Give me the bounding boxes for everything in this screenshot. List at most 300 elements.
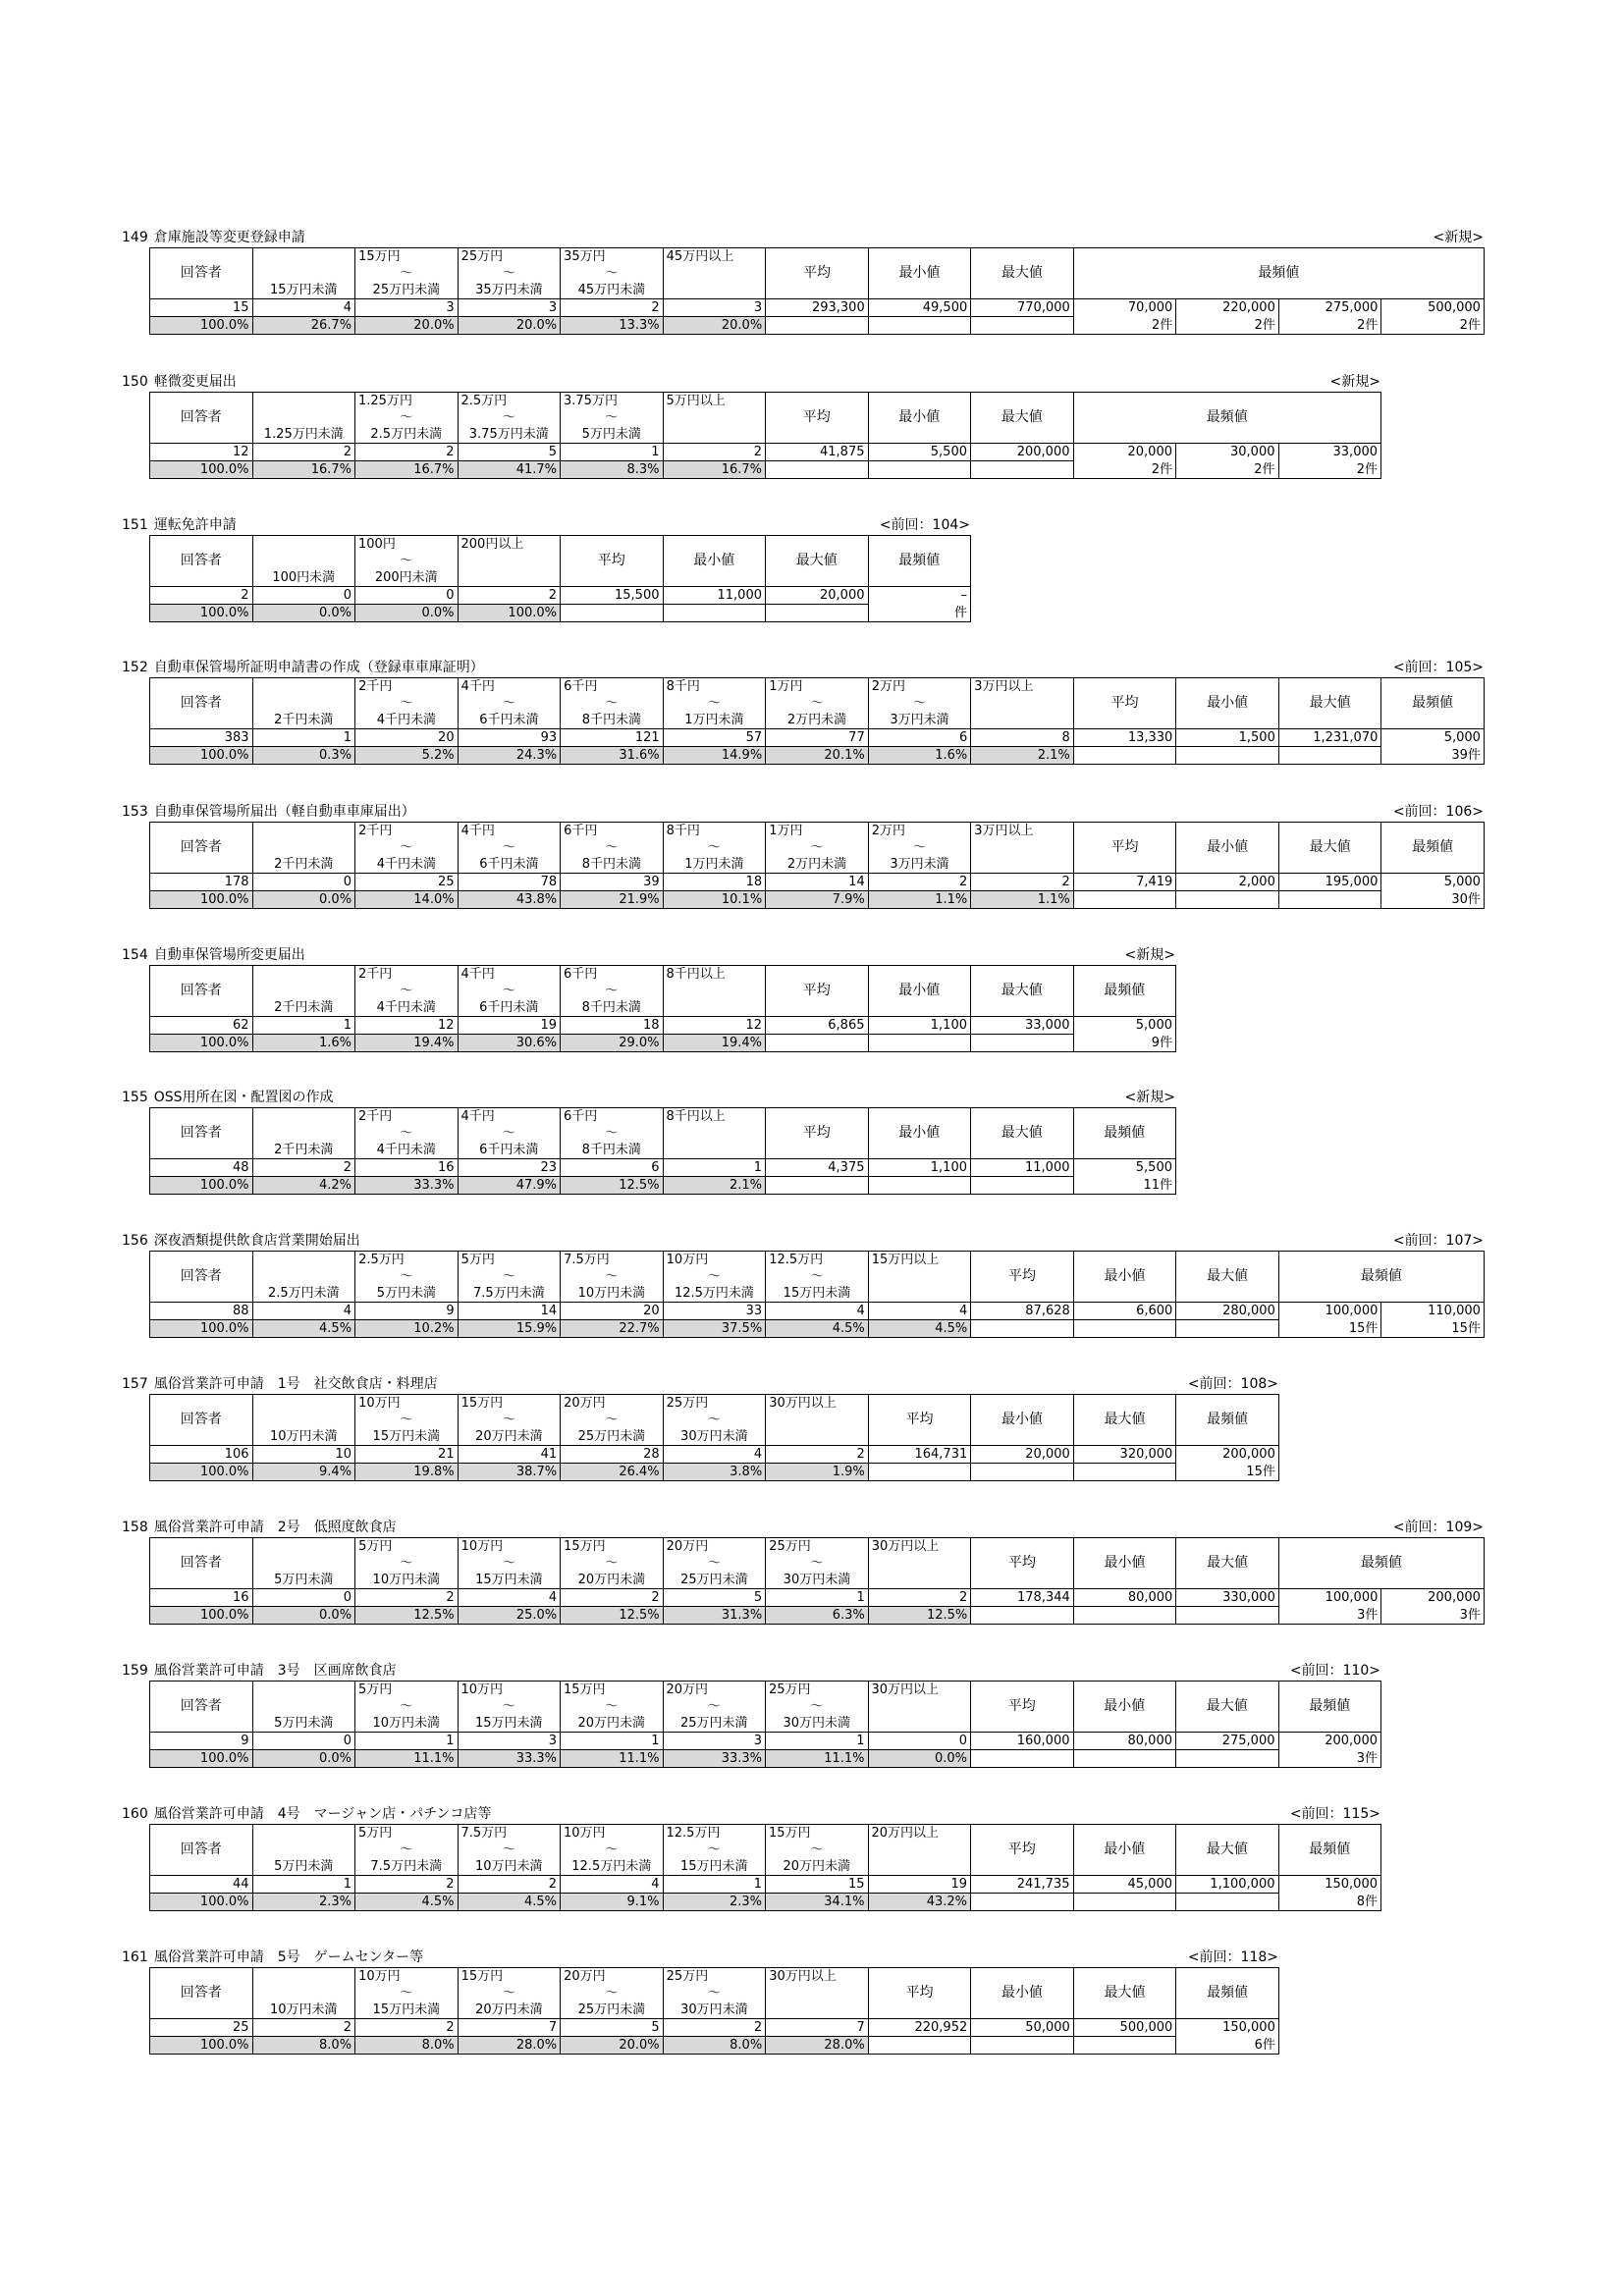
bin-to: 8千円未満 bbox=[561, 1142, 664, 1159]
counts-row bbox=[150, 874, 1485, 891]
bin-from: 15万円以上 bbox=[868, 1252, 971, 1269]
bin-percent: 30.6% bbox=[458, 1035, 561, 1052]
bin-count: 1 bbox=[766, 1589, 869, 1607]
bin-tilde: 〜 bbox=[561, 1985, 664, 2002]
bin-percent: 43.2% bbox=[868, 1894, 971, 1911]
min-value: 49,500 bbox=[868, 299, 971, 317]
section-title: 軽微変更届出 bbox=[153, 374, 237, 390]
bin-percent: 0.3% bbox=[252, 747, 355, 765]
bin-to bbox=[766, 1428, 869, 1446]
bin-to: 15万円未満 bbox=[663, 1858, 766, 1876]
bin-tilde: 〜 bbox=[458, 1842, 561, 1858]
bin-from bbox=[252, 1682, 355, 1699]
mode-header: 最頻値 bbox=[1278, 1538, 1484, 1589]
min-value: 2,000 bbox=[1176, 874, 1279, 891]
mode-header: 最頻値 bbox=[1278, 1682, 1381, 1733]
min-header: 最小値 bbox=[1073, 1538, 1176, 1589]
section-header bbox=[122, 945, 1175, 965]
bin-tilde: 〜 bbox=[458, 1412, 561, 1428]
bin-to: 8千円未満 bbox=[561, 999, 664, 1017]
bin-percent: 2.3% bbox=[252, 1894, 355, 1911]
section-header bbox=[122, 228, 1484, 247]
bin-to: 30万円未満 bbox=[766, 1715, 869, 1733]
bin-from: 3.75万円 bbox=[561, 393, 664, 410]
bin-percent: 7.9% bbox=[766, 891, 869, 909]
section-number: 155 bbox=[122, 1090, 148, 1105]
bin-to: 15万円未満 bbox=[458, 1572, 561, 1589]
bin-from: 10万円 bbox=[458, 1682, 561, 1699]
bin-count: 20 bbox=[561, 1303, 664, 1320]
bin-from bbox=[252, 536, 355, 554]
total-percent: 100.0% bbox=[150, 1750, 253, 1768]
average-value: 220,952 bbox=[868, 2019, 971, 2037]
bin-to bbox=[663, 999, 766, 1017]
bin-from: 15万円 bbox=[766, 1825, 869, 1842]
mode-value: 500,000 bbox=[1381, 299, 1485, 317]
section-154 bbox=[122, 945, 1176, 1052]
respondents-header: 回答者 bbox=[150, 678, 253, 729]
respondents-header: 回答者 bbox=[150, 248, 253, 299]
max-value: 330,000 bbox=[1176, 1589, 1279, 1607]
bin-percent: 0.0% bbox=[355, 605, 459, 622]
bin-count: 0 bbox=[252, 1589, 355, 1607]
counts-row bbox=[150, 2019, 1279, 2037]
average-value: 7,419 bbox=[1073, 874, 1176, 891]
bin-from: 10万円 bbox=[458, 1538, 561, 1556]
bin-from: 20万円 bbox=[561, 1395, 664, 1413]
min-value: 50,000 bbox=[971, 2019, 1074, 2037]
bin-tilde: 〜 bbox=[355, 695, 459, 712]
blank-cell bbox=[868, 1035, 971, 1052]
bin-percent: 37.5% bbox=[663, 1320, 766, 1338]
bin-tilde bbox=[971, 839, 1074, 856]
bin-count: 7 bbox=[458, 2019, 561, 2037]
bin-tilde: 〜 bbox=[663, 1555, 766, 1572]
section-tag: <新規> bbox=[1433, 230, 1484, 245]
bin-percent: 3.8% bbox=[663, 1464, 766, 1481]
bin-from bbox=[252, 823, 355, 840]
section-number: 154 bbox=[122, 947, 148, 963]
counts-row bbox=[150, 444, 1381, 461]
bin-count: 6 bbox=[868, 729, 971, 747]
mode-header: 最頻値 bbox=[1278, 1825, 1381, 1876]
min-header: 最小値 bbox=[971, 1395, 1074, 1446]
bin-from: 5万円以上 bbox=[663, 393, 766, 410]
min-value: 1,500 bbox=[1176, 729, 1279, 747]
bin-percent: 1.6% bbox=[252, 1035, 355, 1052]
bin-tilde: 〜 bbox=[458, 1268, 561, 1285]
bin-to: 3万円未満 bbox=[868, 856, 971, 874]
bin-percent: 14.9% bbox=[663, 747, 766, 765]
bin-from: 7.5万円 bbox=[561, 1252, 664, 1269]
bin-to: 15万円未満 bbox=[458, 1715, 561, 1733]
bin-count: 2 bbox=[355, 1876, 459, 1894]
bin-from: 8千円以上 bbox=[663, 966, 766, 984]
bin-to: 4千円未満 bbox=[355, 1142, 459, 1159]
blank-cell bbox=[971, 461, 1074, 479]
average-value: 15,500 bbox=[561, 587, 664, 605]
mode-count: 39件 bbox=[1381, 747, 1485, 765]
counts-row bbox=[150, 299, 1485, 317]
average-value: 160,000 bbox=[971, 1733, 1074, 1750]
blank-cell bbox=[1176, 1750, 1279, 1768]
total-count: 44 bbox=[150, 1876, 253, 1894]
bin-percent: 20.0% bbox=[663, 317, 766, 335]
bin-percent: 14.0% bbox=[355, 891, 459, 909]
section-header bbox=[122, 1661, 1380, 1681]
min-value: 1,100 bbox=[868, 1159, 971, 1177]
total-percent: 100.0% bbox=[150, 1035, 253, 1052]
mode-header: 最頻値 bbox=[1073, 248, 1484, 299]
bin-percent: 19.4% bbox=[355, 1035, 459, 1052]
bin-tilde bbox=[868, 1555, 971, 1572]
bin-tilde: 〜 bbox=[561, 839, 664, 856]
bin-from: 2.5万円 bbox=[458, 393, 561, 410]
bin-from: 5万円 bbox=[355, 1538, 459, 1556]
mode-value: 70,000 bbox=[1073, 299, 1176, 317]
bin-from: 1万円 bbox=[766, 823, 869, 840]
bin-tilde bbox=[766, 1985, 869, 2002]
bin-to: 6千円未満 bbox=[458, 1142, 561, 1159]
bin-tilde: 〜 bbox=[355, 1268, 459, 1285]
percent-row bbox=[150, 461, 1381, 479]
section-160 bbox=[122, 1804, 1381, 1911]
section-158 bbox=[122, 1518, 1485, 1625]
bin-percent: 29.0% bbox=[561, 1035, 664, 1052]
bin-count: 2 bbox=[355, 2019, 459, 2037]
bin-tilde bbox=[868, 1842, 971, 1858]
respondents-header: 回答者 bbox=[150, 966, 253, 1017]
bin-percent: 43.8% bbox=[458, 891, 561, 909]
bin-count: 2 bbox=[766, 1446, 869, 1464]
bin-from: 10万円 bbox=[561, 1825, 664, 1842]
max-header: 最大値 bbox=[1176, 1538, 1279, 1589]
bin-percent: 0.0% bbox=[252, 605, 355, 622]
blank-cell bbox=[1073, 891, 1176, 909]
mode-header: 最頻値 bbox=[1073, 393, 1381, 444]
bin-percent: 6.3% bbox=[766, 1607, 869, 1625]
bin-count: 0 bbox=[868, 1733, 971, 1750]
bin-count: 6 bbox=[561, 1159, 664, 1177]
bin-tilde: 〜 bbox=[663, 1698, 766, 1715]
blank-cell bbox=[868, 461, 971, 479]
bin-percent: 12.5% bbox=[355, 1607, 459, 1625]
bin-to: 25万円未満 bbox=[663, 1715, 766, 1733]
mode-count: 3件 bbox=[1278, 1750, 1381, 1768]
section-159 bbox=[122, 1661, 1381, 1768]
bin-from: 45万円以上 bbox=[663, 248, 766, 266]
blank-cell bbox=[971, 1464, 1074, 1481]
bin-to: 10万円未満 bbox=[252, 2002, 355, 2019]
bin-count: 78 bbox=[458, 874, 561, 891]
section-title: 風俗営業許可申請 1号 社交飲食店・料理店 bbox=[153, 1376, 438, 1392]
blank-cell bbox=[663, 605, 766, 622]
bin-from bbox=[252, 1825, 355, 1842]
blank-cell bbox=[868, 1464, 971, 1481]
section-number: 159 bbox=[122, 1663, 148, 1679]
bin-count: 8 bbox=[971, 729, 1074, 747]
bin-tilde bbox=[663, 1125, 766, 1142]
bin-count: 5 bbox=[663, 1589, 766, 1607]
bin-count: 2 bbox=[252, 2019, 355, 2037]
section-161 bbox=[122, 1948, 1279, 2055]
bin-tilde: 〜 bbox=[458, 1555, 561, 1572]
bin-to: 2千円未満 bbox=[252, 999, 355, 1017]
section-tag: <新規> bbox=[1329, 374, 1380, 390]
bin-tilde: 〜 bbox=[663, 839, 766, 856]
section-title: 自動車保管場所変更届出 bbox=[153, 947, 305, 963]
bin-to: 30万円未満 bbox=[663, 1428, 766, 1446]
bin-count: 0 bbox=[252, 587, 355, 605]
bin-to: 4千円未満 bbox=[355, 999, 459, 1017]
bin-from: 10万円 bbox=[663, 1252, 766, 1269]
min-value: 11,000 bbox=[663, 587, 766, 605]
blank-cell bbox=[868, 1177, 971, 1195]
bin-tilde: 〜 bbox=[766, 839, 869, 856]
bin-to: 35万円未満 bbox=[458, 282, 561, 299]
total-count: 88 bbox=[150, 1303, 253, 1320]
average-header: 平均 bbox=[766, 966, 869, 1017]
bin-from: 15万円 bbox=[561, 1682, 664, 1699]
min-header: 最小値 bbox=[1073, 1682, 1176, 1733]
respondents-header: 回答者 bbox=[150, 536, 253, 587]
bin-percent: 8.3% bbox=[561, 461, 664, 479]
mode-header: 最頻値 bbox=[1381, 678, 1485, 729]
bin-from: 20万円 bbox=[663, 1538, 766, 1556]
bin-count: 1 bbox=[561, 444, 664, 461]
bin-count: 2 bbox=[663, 444, 766, 461]
bin-from: 15万円 bbox=[458, 1395, 561, 1413]
max-value: 275,000 bbox=[1176, 1733, 1279, 1750]
bin-to: 2.5万円未満 bbox=[355, 426, 459, 444]
bin-to: 2万円未満 bbox=[766, 712, 869, 729]
bin-count: 3 bbox=[458, 1733, 561, 1750]
blank-cell bbox=[971, 2037, 1074, 2055]
bin-percent: 11.1% bbox=[766, 1750, 869, 1768]
total-percent: 100.0% bbox=[150, 1607, 253, 1625]
bin-percent: 20.0% bbox=[355, 317, 459, 335]
bin-to bbox=[663, 282, 766, 299]
bin-from: 15万円 bbox=[561, 1538, 664, 1556]
bin-to bbox=[868, 1858, 971, 1876]
min-value: 45,000 bbox=[1073, 1876, 1176, 1894]
bin-to bbox=[971, 712, 1074, 729]
bin-count: 39 bbox=[561, 874, 664, 891]
bin-to: 12.5万円未満 bbox=[663, 1285, 766, 1303]
max-header: 最大値 bbox=[971, 248, 1074, 299]
bin-from: 4千円 bbox=[458, 678, 561, 696]
bin-tilde: 〜 bbox=[766, 1698, 869, 1715]
stats-table bbox=[149, 1967, 1279, 2055]
bin-percent: 22.7% bbox=[561, 1320, 664, 1338]
bin-from: 7.5万円 bbox=[458, 1825, 561, 1842]
average-value: 41,875 bbox=[766, 444, 869, 461]
total-percent: 100.0% bbox=[150, 1177, 253, 1195]
percent-row bbox=[150, 2037, 1279, 2055]
section-153 bbox=[122, 802, 1485, 909]
bin-tilde: 〜 bbox=[355, 1842, 459, 1858]
bin-to: 30万円未満 bbox=[766, 1572, 869, 1589]
total-count: 2 bbox=[150, 587, 253, 605]
bin-tilde: 〜 bbox=[561, 265, 664, 282]
mode-count: 15件 bbox=[1381, 1320, 1485, 1338]
bin-tilde: 〜 bbox=[355, 839, 459, 856]
mode-value: 5,000 bbox=[1381, 729, 1485, 747]
mode-header: 最頻値 bbox=[1278, 1252, 1484, 1303]
section-header bbox=[122, 1374, 1278, 1394]
mode-value: 30,000 bbox=[1176, 444, 1279, 461]
bin-percent: 9.1% bbox=[561, 1894, 664, 1911]
bin-to: 30万円未満 bbox=[663, 2002, 766, 2019]
bin-count: 2 bbox=[561, 1589, 664, 1607]
bin-from: 2千円 bbox=[355, 966, 459, 984]
bin-from: 20万円 bbox=[561, 1968, 664, 1986]
bin-from: 10万円 bbox=[355, 1395, 459, 1413]
bin-count: 121 bbox=[561, 729, 664, 747]
max-header: 最大値 bbox=[1073, 1395, 1176, 1446]
bin-percent: 20.0% bbox=[561, 2037, 664, 2055]
section-title: 風俗営業許可申請 3号 区画席飲食店 bbox=[153, 1663, 397, 1679]
average-value: 164,731 bbox=[868, 1446, 971, 1464]
bin-percent: 12.5% bbox=[561, 1607, 664, 1625]
bin-percent: 2.1% bbox=[971, 747, 1074, 765]
mode-count: 15件 bbox=[1176, 1464, 1279, 1481]
average-header: 平均 bbox=[868, 1968, 971, 2019]
average-value: 13,330 bbox=[1073, 729, 1176, 747]
bin-from: 2万円 bbox=[868, 823, 971, 840]
bin-tilde bbox=[252, 409, 355, 426]
bin-percent: 100.0% bbox=[458, 605, 561, 622]
bin-from: 2万円 bbox=[868, 678, 971, 696]
percent-row bbox=[150, 605, 971, 622]
respondents-header: 回答者 bbox=[150, 1538, 253, 1589]
mode-count: 6件 bbox=[1176, 2037, 1279, 2055]
bin-percent: 10.2% bbox=[355, 1320, 459, 1338]
percent-row bbox=[150, 1464, 1279, 1481]
bin-percent: 1.9% bbox=[766, 1464, 869, 1481]
blank-cell bbox=[1176, 747, 1279, 765]
counts-row bbox=[150, 1446, 1279, 1464]
mode-count: 11件 bbox=[1073, 1177, 1176, 1195]
bin-count: 2 bbox=[868, 874, 971, 891]
bin-percent: 12.5% bbox=[868, 1607, 971, 1625]
bin-count: 7 bbox=[766, 2019, 869, 2037]
bin-from: 25万円 bbox=[663, 1968, 766, 1986]
bin-from: 4千円 bbox=[458, 966, 561, 984]
bin-count: 14 bbox=[458, 1303, 561, 1320]
min-header: 最小値 bbox=[1073, 1825, 1176, 1876]
section-149 bbox=[122, 228, 1485, 335]
bin-count: 77 bbox=[766, 729, 869, 747]
max-value: 200,000 bbox=[971, 444, 1074, 461]
blank-cell bbox=[766, 1035, 869, 1052]
bin-tilde: 〜 bbox=[458, 695, 561, 712]
section-title: OSS用所在図・配置図の作成 bbox=[153, 1090, 334, 1105]
bin-tilde bbox=[252, 1125, 355, 1142]
blank-cell bbox=[1073, 1320, 1176, 1338]
bin-tilde: 〜 bbox=[663, 1842, 766, 1858]
max-value: 195,000 bbox=[1278, 874, 1381, 891]
bin-percent: 16.7% bbox=[355, 461, 459, 479]
min-header: 最小値 bbox=[868, 966, 971, 1017]
bin-percent: 9.4% bbox=[252, 1464, 355, 1481]
average-header: 平均 bbox=[766, 393, 869, 444]
total-count: 16 bbox=[150, 1589, 253, 1607]
bin-tilde bbox=[252, 695, 355, 712]
total-count: 12 bbox=[150, 444, 253, 461]
bin-percent: 12.5% bbox=[561, 1177, 664, 1195]
bin-to: 15万円未満 bbox=[355, 1428, 459, 1446]
bin-tilde bbox=[252, 1842, 355, 1858]
min-header: 最小値 bbox=[868, 248, 971, 299]
max-value: 1,231,070 bbox=[1278, 729, 1381, 747]
bin-count: 25 bbox=[355, 874, 459, 891]
mode-count: 2件 bbox=[1073, 317, 1176, 335]
mode-value: 200,000 bbox=[1176, 1446, 1279, 1464]
section-header bbox=[122, 1804, 1380, 1824]
bin-percent: 38.7% bbox=[458, 1464, 561, 1481]
bin-percent: 4.5% bbox=[355, 1894, 459, 1911]
bin-percent: 31.6% bbox=[561, 747, 664, 765]
min-value: 80,000 bbox=[1073, 1733, 1176, 1750]
bin-tilde: 〜 bbox=[355, 1698, 459, 1715]
blank-cell bbox=[1073, 1750, 1176, 1768]
bin-to: 5万円未満 bbox=[561, 426, 664, 444]
average-header: 平均 bbox=[1073, 823, 1176, 874]
bin-tilde: 〜 bbox=[355, 1125, 459, 1142]
stats-table bbox=[149, 822, 1485, 909]
section-tag: <前回：115> bbox=[1289, 1806, 1380, 1822]
bin-count: 12 bbox=[663, 1017, 766, 1035]
blank-cell bbox=[1073, 1607, 1176, 1625]
total-count: 383 bbox=[150, 729, 253, 747]
bin-to: 20万円未満 bbox=[766, 1858, 869, 1876]
bin-from: 30万円以上 bbox=[766, 1968, 869, 1986]
mode-value: 33,000 bbox=[1278, 444, 1381, 461]
min-header: 最小値 bbox=[1073, 1252, 1176, 1303]
bin-from: 20万円 bbox=[663, 1682, 766, 1699]
bin-from: 30万円以上 bbox=[766, 1395, 869, 1413]
mode-header: 最頻値 bbox=[868, 536, 971, 587]
average-value: 178,344 bbox=[971, 1589, 1074, 1607]
bin-count: 4 bbox=[663, 1446, 766, 1464]
bin-percent: 34.1% bbox=[766, 1894, 869, 1911]
bin-tilde: 〜 bbox=[355, 409, 459, 426]
section-header bbox=[122, 515, 970, 535]
bin-count: 19 bbox=[458, 1017, 561, 1035]
section-number: 156 bbox=[122, 1233, 148, 1249]
average-value: 241,735 bbox=[971, 1876, 1074, 1894]
bin-count: 2 bbox=[561, 299, 664, 317]
bin-to bbox=[663, 426, 766, 444]
bin-from: 30万円以上 bbox=[868, 1682, 971, 1699]
max-header: 最大値 bbox=[971, 393, 1074, 444]
section-title: 風俗営業許可申請 4号 マージャン店・パチンコ店等 bbox=[153, 1806, 492, 1822]
bin-count: 2 bbox=[355, 444, 459, 461]
bin-to bbox=[766, 2002, 869, 2019]
bin-tilde: 〜 bbox=[355, 1985, 459, 2002]
bin-from: 20万円以上 bbox=[868, 1825, 971, 1842]
bin-percent: 20.1% bbox=[766, 747, 869, 765]
blank-cell bbox=[1278, 891, 1381, 909]
bin-tilde bbox=[971, 695, 1074, 712]
bin-tilde: 〜 bbox=[561, 1412, 664, 1428]
mode-value: 100,000 bbox=[1278, 1589, 1381, 1607]
bin-to: 20万円未満 bbox=[458, 2002, 561, 2019]
mode-value: 150,000 bbox=[1278, 1876, 1381, 1894]
counts-row bbox=[150, 1159, 1176, 1177]
max-header: 最大値 bbox=[971, 1108, 1074, 1159]
